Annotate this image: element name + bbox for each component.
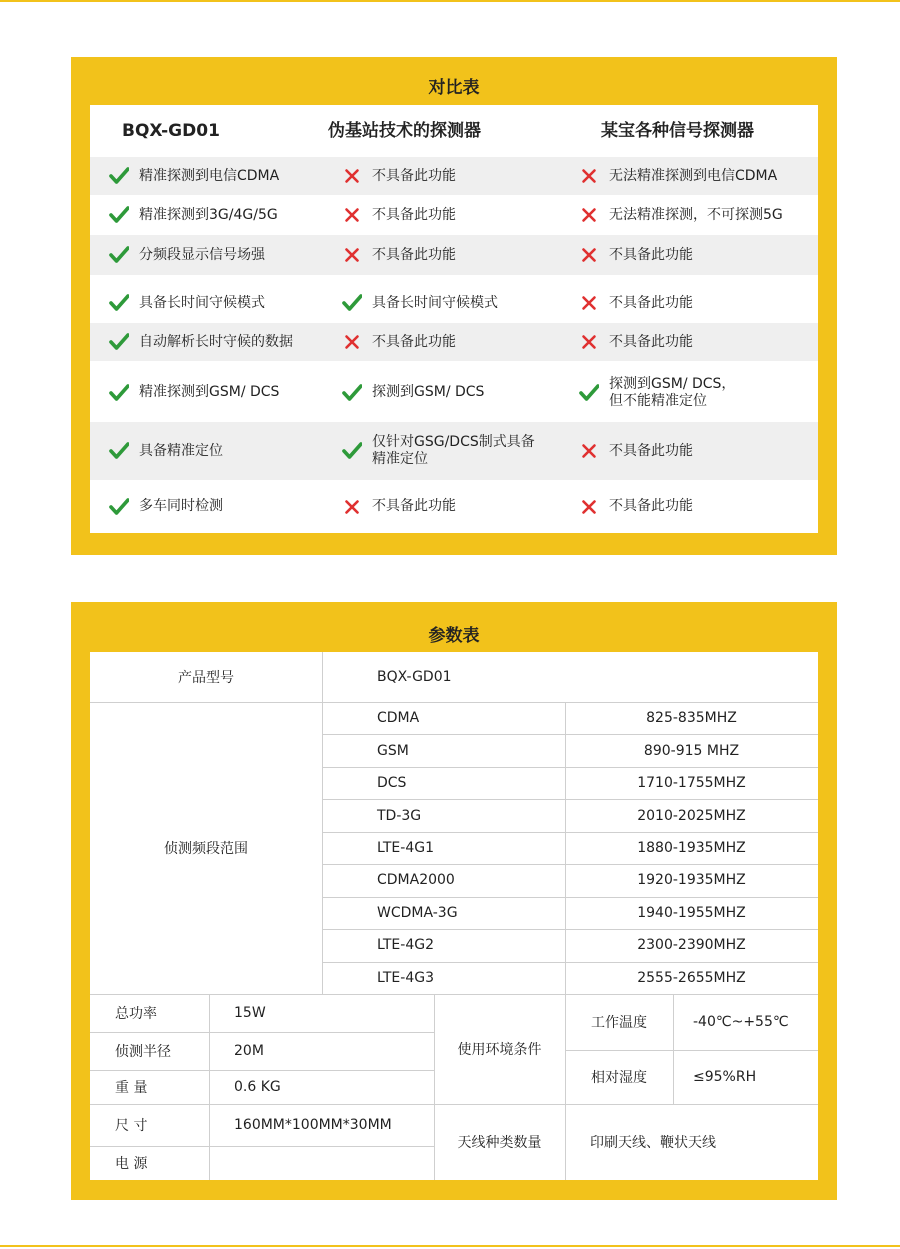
comparison-cell-text: 不具备此功能 [609, 246, 693, 263]
grid-line [322, 652, 323, 994]
comparison-cell-text: 无法精准探测，不可探测5G [609, 206, 783, 223]
spec-value-weight: 0.6 KG [234, 1079, 281, 1095]
grid-line [434, 994, 435, 1180]
grid-line [322, 864, 818, 865]
comparison-cell-bqx [109, 480, 329, 533]
comparison-cell-bqx [109, 157, 329, 195]
check-icon [109, 383, 129, 403]
cross-icon [579, 332, 599, 352]
spec-label-weight: 重 量 [115, 1080, 148, 1096]
comparison-cell-text: 不具备此功能 [372, 167, 456, 184]
params-panel [71, 602, 837, 1200]
comparison-cell-text: 不具备此功能 [609, 498, 693, 514]
comparison-cell-text: 探测到GSM/ DCS， 但不能精准定位 [609, 375, 736, 409]
params-table [90, 652, 818, 1180]
comparison-title: 对比表 [428, 78, 480, 98]
cross-icon [579, 166, 599, 186]
header-bqx: BQX-GD01 [122, 121, 220, 141]
comparison-row [90, 195, 818, 235]
check-icon [109, 293, 129, 313]
grid-line [322, 929, 818, 930]
comparison-cell-generic [579, 323, 809, 361]
band-range: 2555-2655MHZ [637, 969, 746, 986]
cross-icon [579, 441, 599, 461]
check-icon [109, 497, 129, 517]
grid-line [322, 767, 818, 768]
comparison-cell-text: 探测到GSM/ DCS [372, 384, 485, 400]
comparison-cell-text: 不具备此功能 [372, 206, 456, 223]
comparison-cell-pseudo-base [342, 283, 562, 323]
comparison-cell-generic [579, 283, 809, 323]
grid-line [322, 799, 818, 800]
comparison-cell-text: 不具备此功能 [372, 333, 456, 350]
env-humidity-value: ≤95%RH [693, 1069, 757, 1085]
cross-icon [342, 497, 362, 517]
check-icon [109, 245, 129, 265]
check-icon [109, 166, 129, 186]
comparison-cell-text: 多车同时检测 [139, 498, 223, 514]
bottom-divider [0, 1245, 900, 1247]
band-range: 1880-1935MHZ [637, 840, 746, 857]
comparison-panel [71, 57, 837, 555]
header-generic-detector: 某宝各种信号探测器 [601, 121, 754, 141]
check-icon [342, 441, 362, 461]
env-temp-label: 工作温度 [591, 1015, 647, 1031]
grid-line [565, 994, 566, 1180]
antenna-label: 天线种类数量 [457, 1135, 542, 1151]
band-label: 侦测频段范围 [164, 841, 248, 857]
check-icon [342, 293, 362, 313]
comparison-cell-bqx [109, 235, 329, 275]
comparison-cell-text: 不具备此功能 [609, 442, 693, 459]
params-title: 参数表 [428, 626, 480, 646]
band-range: 1920-1935MHZ [637, 872, 746, 889]
comparison-cell-text: 不具备此功能 [372, 246, 456, 263]
spec-label-power-supply: 电 源 [115, 1156, 148, 1172]
spec-label-size: 尺 寸 [115, 1118, 148, 1134]
comparison-row [90, 283, 818, 323]
comparison-cell-text: 不具备此功能 [609, 333, 693, 350]
comparison-table [90, 105, 818, 533]
comparison-cell-text: 分频段显示信号场强 [139, 246, 265, 263]
spec-value-size: 160MM*100MM*30MM [234, 1117, 392, 1133]
comparison-cell-generic [579, 422, 809, 480]
comparison-row [90, 323, 818, 361]
comparison-cell-text: 具备精准定位 [139, 442, 223, 459]
band-range: 1710-1755MHZ [637, 775, 746, 792]
check-icon [342, 383, 362, 403]
cross-icon [342, 332, 362, 352]
grid-line [322, 897, 818, 898]
comparison-cell-pseudo-base [342, 323, 562, 361]
grid-line [209, 994, 210, 1180]
comparison-cell-text: 不具备此功能 [609, 294, 693, 311]
comparison-cell-pseudo-base [342, 422, 562, 480]
comparison-cell-text: 自动解析长时守候的数据 [139, 333, 293, 350]
comparison-cell-pseudo-base [342, 195, 562, 235]
comparison-cell-bqx [109, 323, 329, 361]
cross-icon [342, 166, 362, 186]
comparison-cell-bqx [109, 283, 329, 323]
comparison-row [90, 480, 818, 533]
comparison-cell-text: 精准探测到3G/4G/5G [139, 206, 278, 223]
comparison-cell-text: 精准探测到GSM/ DCS [139, 384, 280, 400]
band-name: LTE-4G1 [377, 840, 434, 857]
comparison-cell-pseudo-base [342, 235, 562, 275]
band-range: 2010-2025MHZ [637, 807, 746, 824]
band-range: 1940-1955MHZ [637, 904, 746, 921]
band-name: GSM [377, 742, 409, 759]
comparison-cell-generic [579, 235, 809, 275]
check-icon [109, 205, 129, 225]
comparison-cell-bqx [109, 363, 329, 422]
cross-icon [342, 205, 362, 225]
check-icon [579, 383, 599, 403]
band-name: WCDMA-3G [377, 904, 458, 921]
band-range: 2300-2390MHZ [637, 937, 746, 954]
comparison-row [90, 363, 818, 422]
spec-value-power-supply [234, 1146, 434, 1180]
grid-line [90, 1070, 434, 1071]
spec-label-power: 总功率 [115, 1006, 157, 1022]
band-name: DCS [377, 775, 407, 792]
spec-value-radius: 20M [234, 1043, 264, 1059]
cross-icon [342, 245, 362, 265]
comparison-row [90, 157, 818, 195]
grid-line [90, 1104, 818, 1105]
env-label: 使用环境条件 [457, 1042, 542, 1058]
band-name: TD-3G [377, 807, 422, 824]
comparison-cell-generic [579, 195, 809, 235]
band-name: LTE-4G3 [377, 969, 434, 986]
model-value: BQX-GD01 [377, 669, 452, 685]
antenna-value: 印刷天线、鞭状天线 [590, 1135, 716, 1151]
spec-value-power: 15W [234, 1005, 266, 1021]
band-name: CDMA2000 [377, 872, 455, 889]
band-name: LTE-4G2 [377, 937, 434, 954]
comparison-cell-text: 具备长时间守候模式 [372, 294, 498, 311]
grid-line [90, 994, 818, 995]
env-temp-value: -40℃~+55℃ [693, 1014, 789, 1030]
grid-line [90, 1032, 434, 1033]
comparison-cell-text: 精准探测到电信CDMA [139, 167, 280, 184]
cross-icon [579, 245, 599, 265]
grid-line [90, 1146, 434, 1147]
band-range: 825-835MHZ [646, 710, 737, 727]
comparison-cell-bqx [109, 422, 329, 480]
comparison-cell-pseudo-base [342, 480, 562, 533]
comparison-cell-text: 不具备此功能 [372, 498, 456, 514]
grid-line [673, 994, 674, 1104]
comparison-cell-generic [579, 363, 809, 422]
spec-label-radius: 侦测半径 [115, 1044, 171, 1060]
comparison-cell-pseudo-base [342, 363, 562, 422]
header-pseudo-base-detector: 伪基站技术的探测器 [328, 121, 481, 141]
comparison-cell-generic [579, 480, 809, 533]
comparison-row [90, 235, 818, 275]
grid-line [322, 734, 818, 735]
band-name: CDMA [377, 710, 420, 727]
grid-line [322, 832, 818, 833]
cross-icon [579, 497, 599, 517]
cross-icon [579, 205, 599, 225]
comparison-cell-pseudo-base [342, 157, 562, 195]
comparison-cell-text: 无法精准探测到电信CDMA [609, 167, 778, 184]
comparison-row [90, 422, 818, 480]
grid-line [322, 962, 818, 963]
band-range: 890-915 MHZ [643, 742, 740, 759]
comparison-cell-text: 仅针对GSG/DCS制式具备 精准定位 [372, 434, 535, 467]
cross-icon [579, 293, 599, 313]
check-icon [109, 332, 129, 352]
model-label: 产品型号 [178, 670, 234, 686]
comparison-cell-bqx [109, 195, 329, 235]
comparison-cell-generic [579, 157, 809, 195]
comparison-cell-text: 具备长时间守候模式 [139, 294, 265, 311]
env-humidity-label: 相对湿度 [591, 1070, 647, 1086]
check-icon [109, 441, 129, 461]
top-divider [0, 0, 900, 2]
grid-line [565, 1050, 818, 1051]
